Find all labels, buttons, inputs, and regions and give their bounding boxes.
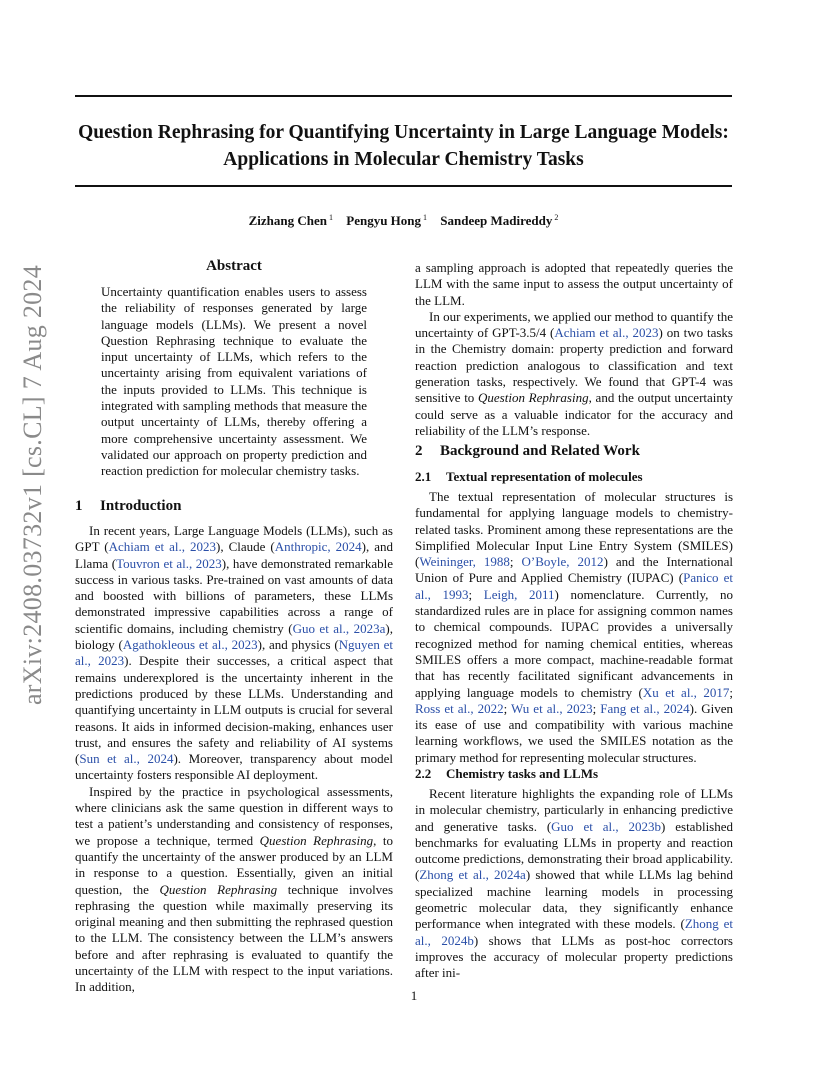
textual-representation-paragraph [415, 489, 733, 766]
abstract-heading: Abstract [206, 258, 262, 274]
abstract-text: Uncertainty quantification enables users to assess the reliability of responses generated by large language models (LLMs). We present a novel Question Rephrasing technique to evaluate the input uncertainty of LLMs, which refers to the uncertainty arising from equivalent variations of the inputs provided to LLMs. This technique is integrated with sampling methods that measure the output uncertainty of LLMs, thereby offering a more comprehensive uncertainty assessment. We validated our approach on property prediction and reaction prediction for molecular chemistry tasks. [101, 284, 367, 479]
subsection-title: Chemistry tasks and LLMs [446, 766, 599, 781]
text-run: , and the output uncertainty could serve as a valuable indicator for the accuracy and reliability of the LLM’s response. [415, 390, 734, 438]
page-number: 1 [410, 988, 418, 1003]
text-run: a sampling approach is adopted that repeatedly queries the LLM with the same input to assess the output uncertainty of the LLM. [415, 260, 733, 308]
chemistry-tasks-paragraph [415, 786, 733, 982]
citation-link[interactable]: Weininger, 1988 [419, 554, 510, 570]
subsection-number: 2.1 [415, 469, 432, 484]
subsection-heading-2-1 [415, 469, 643, 485]
subsection-2-1-body [415, 489, 733, 766]
introduction-body [75, 523, 393, 996]
citation-link[interactable]: Guo et al., 2023a [292, 620, 386, 636]
text-run: ). Moreover, transparency about model uncertainty fosters responsible AI deployment. [75, 751, 393, 783]
author-affiliation: 2 [554, 213, 559, 222]
text-run: ; [592, 700, 601, 716]
intro-continuation-paragraph [415, 260, 733, 309]
author-list [75, 213, 732, 229]
section-title: Introduction [100, 498, 182, 514]
author-name: Pengyu Hong [346, 213, 422, 228]
author [249, 213, 333, 228]
citation-link[interactable]: Sun et al., 2024 [79, 751, 174, 767]
citation-link[interactable]: Wu et al., 2023 [511, 700, 593, 716]
text-run: ), Claude ( [216, 539, 275, 555]
text-run: ; [729, 684, 733, 700]
text-run: ), and physics ( [257, 637, 339, 653]
author [346, 213, 427, 228]
text-run: technique involves rephrasing the question while maximally preserving its original meaning and then submitting the rephrased question to the LLM. The consistency between the LLM’s answers before and after rephrasing is evaluated to quantify the uncertainty of the LLM with respect to the input variations. In addition, [75, 881, 394, 995]
text-run: , to quantify the uncertainty of the answer produced by an LLM in response to a question. Essentially, given an initial question, the [75, 832, 393, 897]
right-column-top [415, 260, 733, 439]
text-run: Recent literature highlights the expanding role of LLMs in molecular chemistry, particularly in enhancing predictive and generative tasks. ( [415, 786, 733, 834]
subsection-title: Textual representation of molecules [446, 469, 643, 484]
author-affiliation: 1 [329, 213, 334, 222]
author-affiliation: 1 [423, 213, 428, 222]
citation-link[interactable]: Achiam et al., 2023 [108, 539, 217, 555]
section-heading-background [415, 443, 640, 460]
text-run: ) showed that while LLMs lag behind specialized machine learning models in processing geometric molecular data, they significantly enhance performance when integrated with these models. ( [415, 867, 734, 932]
author-name: Zizhang Chen [248, 213, 328, 228]
author-name: Sandeep Madireddy [440, 213, 553, 228]
text-run: Inspired by the practice in psychological assessments, where clinicians ask the same question in different ways to test a patient’s understanding and consistency of responses, we propose a technique, termed [75, 783, 393, 848]
citation-link[interactable]: Achiam et al., 2023 [554, 325, 659, 341]
text-run: ). Despite their successes, a critical aspect that remains underexplored is the uncertainty inherent in the predictions produced by these LLMs. Understanding and quantifying uncertainty in LLM outputs is crucial for several reasons. It aids in informed decision-making, enhances user trust, and ensures the safety and reliability of AI systems ( [75, 653, 393, 767]
citation-link[interactable]: Panico et al., 1993 [415, 570, 734, 602]
intro-paragraph-2 [75, 784, 393, 996]
citation-link[interactable]: Fang et al., 2024 [600, 700, 690, 716]
text-run: ), biology ( [75, 620, 394, 653]
subsection-2-2-body [415, 786, 733, 982]
text-run: ) and the International Union of Pure and Applied Chemistry (IUPAC) ( [415, 554, 733, 586]
citation-link[interactable]: Ross et al., 2022 [415, 700, 504, 716]
arxiv-identifier-stamp: arXiv:2408.03732v1 [cs.CL] 7 Aug 2024 [18, 264, 47, 706]
text-run: ) established benchmarks for evaluating LLMs in property and reaction outcome predictions, demonstrating their broad applicability. ( [415, 818, 734, 883]
italic-term: Question Rephrasing [259, 832, 374, 848]
text-run: In recent years, Large Language Models (LLMs), such as GPT ( [75, 523, 393, 555]
title-line-1: Question Rephrasing for Quantifying Uncertainty in Large Language Models: [78, 122, 729, 143]
citation-link[interactable]: Leigh, 2011 [483, 586, 555, 602]
text-run: ; [468, 586, 484, 602]
italic-term: Question Rephrasing [478, 390, 589, 406]
text-run: ) shows that LLMs as post-hoc correctors improves the accuracy of molecular property predictions after ini- [415, 932, 733, 981]
citation-link[interactable]: Agathokleous et al., 2023 [122, 637, 258, 653]
citation-link[interactable]: Nguyen et al., 2023 [75, 637, 393, 669]
text-run: ). Given its ease of use and compatibility with various machine learning workflows, we used the SMILES notation as the primary method for representing molecular structures. [415, 700, 733, 765]
title-top-rule [75, 95, 732, 97]
author [440, 213, 558, 228]
citation-link[interactable]: O’Boyle, 2012 [521, 554, 604, 570]
citation-link[interactable]: Anthropic, 2024 [274, 539, 362, 555]
section-number: 2 [415, 443, 423, 459]
paper-title [75, 119, 732, 173]
title-bottom-rule [75, 185, 732, 187]
italic-term: Question Rephrasing [159, 881, 278, 897]
title-line-2: Applications in Molecular Chemistry Tasks [223, 149, 584, 170]
citation-link[interactable]: Zhong et al., 2024a [419, 867, 526, 883]
text-run: ) nomenclature. Currently, no standardized rules are in place for assigning common names to chemical compounds. IUPAC provides a universally recognized method for naming chemical entities, whereas SMILES offers a more compact, machine-readable format that has recently facilitated significant advancements in applying language models to chemistry ( [415, 586, 733, 700]
section-number: 1 [75, 498, 83, 514]
text-run: In our experiments, we applied our method to quantify the uncertainty of GPT-3.5/4 ( [415, 308, 733, 341]
text-run: ; [503, 700, 512, 716]
text-run: ), and Llama ( [75, 539, 394, 571]
citation-link[interactable]: Touvron et al., 2023 [116, 555, 222, 571]
section-title: Background and Related Work [440, 443, 640, 459]
subsection-number: 2.2 [415, 766, 432, 781]
citation-link[interactable]: Zhong et al., 2024b [415, 916, 733, 948]
text-run: The textual representation of molecular structures is fundamental for applying language models to chemistry-related tasks. Prominent among these representations are the Simplified Molecular Input Line Entry System (SMILES) ( [415, 489, 733, 570]
text-run: ), have demonstrated remarkable success in various tasks. Pre-trained on vast amounts of data and boosted with billions of parameters, these LLMs demonstrated impressive capabilities across a range of scientific domains, including chemistry ( [75, 555, 393, 636]
citation-link[interactable]: Xu et al., 2017 [642, 684, 730, 700]
section-heading-introduction [75, 498, 181, 515]
intro-paragraph-1 [75, 523, 393, 784]
text-run: ; [509, 554, 522, 570]
intro-paragraph-3 [415, 309, 733, 439]
subsection-heading-2-2 [415, 766, 598, 782]
text-run: ) on two tasks in the Chemistry domain: property prediction and forward reaction prediction analogous to classification and text generation tasks, respectively. We found that GPT-4 was sensitive to [415, 325, 733, 406]
citation-link[interactable]: Guo et al., 2023b [551, 818, 662, 834]
